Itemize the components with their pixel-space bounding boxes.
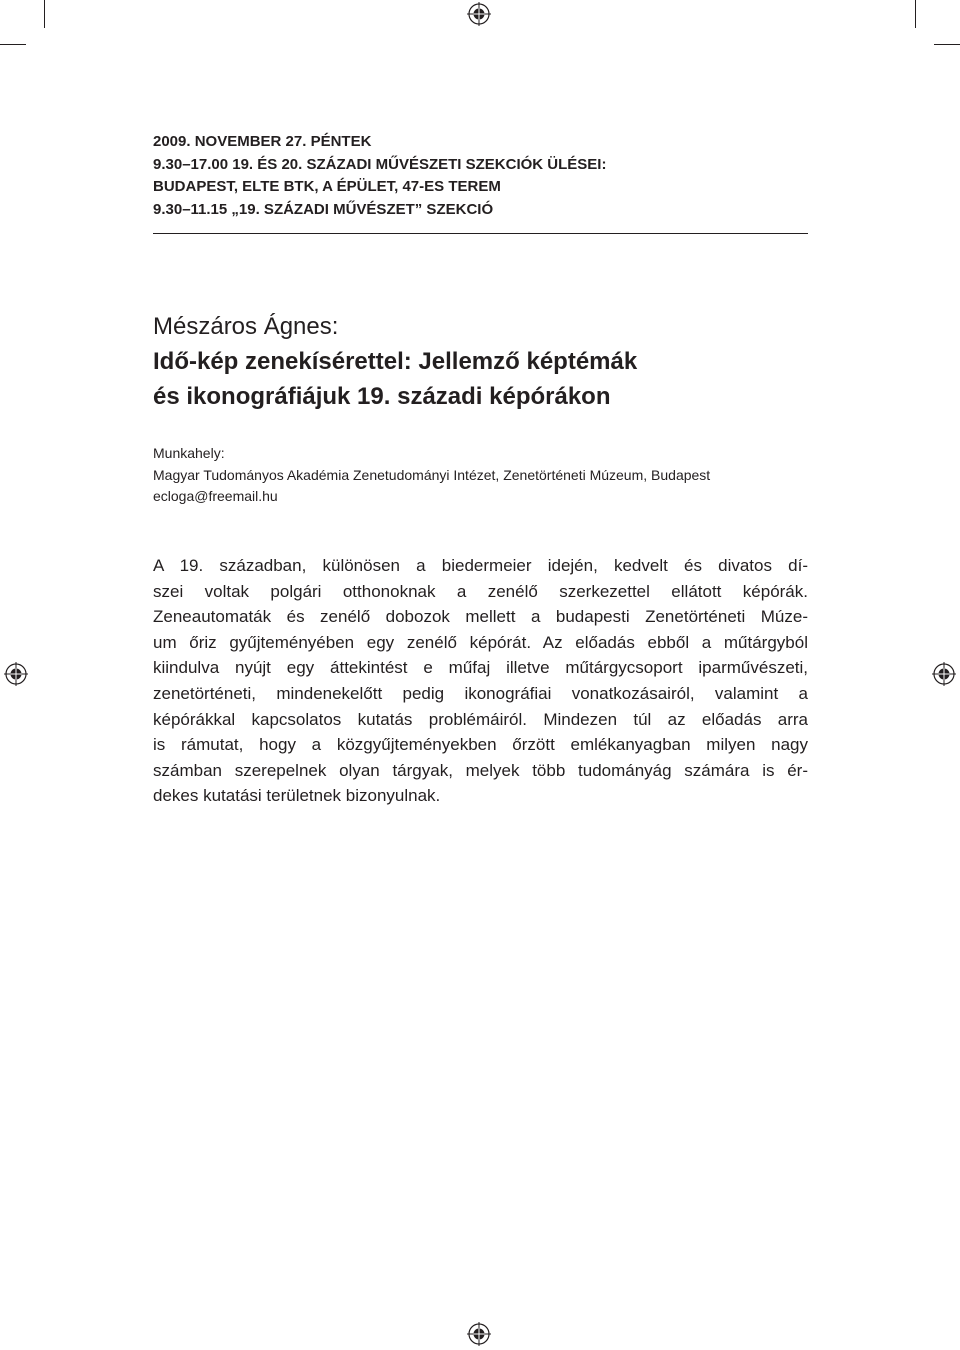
crop-mark-top-right [915,0,916,28]
affiliation-label: Munkahely: [153,445,225,461]
abstract-text [153,553,808,809]
session-header [153,131,808,221]
author-name: Mészáros Ágnes: [153,313,339,340]
lecture-title [153,344,833,414]
header-divider [153,233,808,234]
crop-mark-top-left [44,0,45,28]
registration-target-icon-left [4,662,28,686]
abstract-line: A 19. században, különösen a biedermeier idején, kedvelt és divatos dí- [153,556,808,575]
session-location: BUDAPEST, ELTE BTK, A ÉPÜLET, 47-ES TEREM [153,178,501,195]
abstract-line: zenetörténeti, mindenekelőtt pedig ikonográfiai vonatkozásairól, valamint a [153,683,808,703]
author-email: ecloga@freemail.hu [153,488,278,504]
session-date: 2009. NOVEMBER 27. PÉNTEK [153,133,372,150]
abstract-line: számban szerepelnek olyan tárgyak, melyek több tudományág számára is ér- [153,760,808,780]
abstract-line: szei voltak polgári otthonoknak a zenélő szerkezettel ellátott képórák. [153,581,808,601]
abstract-line: um őriz gyűjteményében egy zenélő képórát. Az előadás ebből a műtárgyból [153,632,808,652]
abstract-line: dekes kutatási területnek bizonyulnak. [153,786,441,806]
session-section: 9.30–11.15 „19. SZÁZADI MŰVÉSZET” SZEKCIÓ [153,200,494,218]
abstract-line: is rámutat, hogy a közgyűjteményekben őrzött emlékanyagban milyen nagy [153,735,808,755]
abstract-line: Zeneautomaták és zenélő dobozok mellett a budapesti Zenetörténeti Múze- [153,607,808,627]
lecture-title-line-1: Idő-kép zenekísérettel: Jellemző képtémák [153,348,638,375]
affiliation-block [153,443,853,508]
session-time: 9.30–17.00 19. ÉS 20. SZÁZADI MŰVÉSZETI SZEKCIÓK ÜLÉSEI: [153,155,607,173]
registration-target-icon-top [467,2,491,26]
registration-target-icon-right [932,662,956,686]
crop-mark-top-right-horizontal [934,44,960,45]
crop-mark-top-left-horizontal [0,44,26,45]
affiliation-institution: Magyar Tudományos Akadémia Zenetudományi Intézet, Zenetörténeti Múzeum, Budapest [153,466,711,483]
lecture-title-line-2: és ikonográfiájuk 19. századi képórákon [153,383,611,410]
abstract-line: kiindulva nyújt egy áttekintést e műfaj illetve műtárgycsoport iparművészeti, [153,658,808,678]
registration-target-icon-bottom [467,1322,491,1346]
abstract-line: képórákkal kapcsolatos kutatás problémáiról. Mindezen túl az előadás arra [153,709,808,729]
